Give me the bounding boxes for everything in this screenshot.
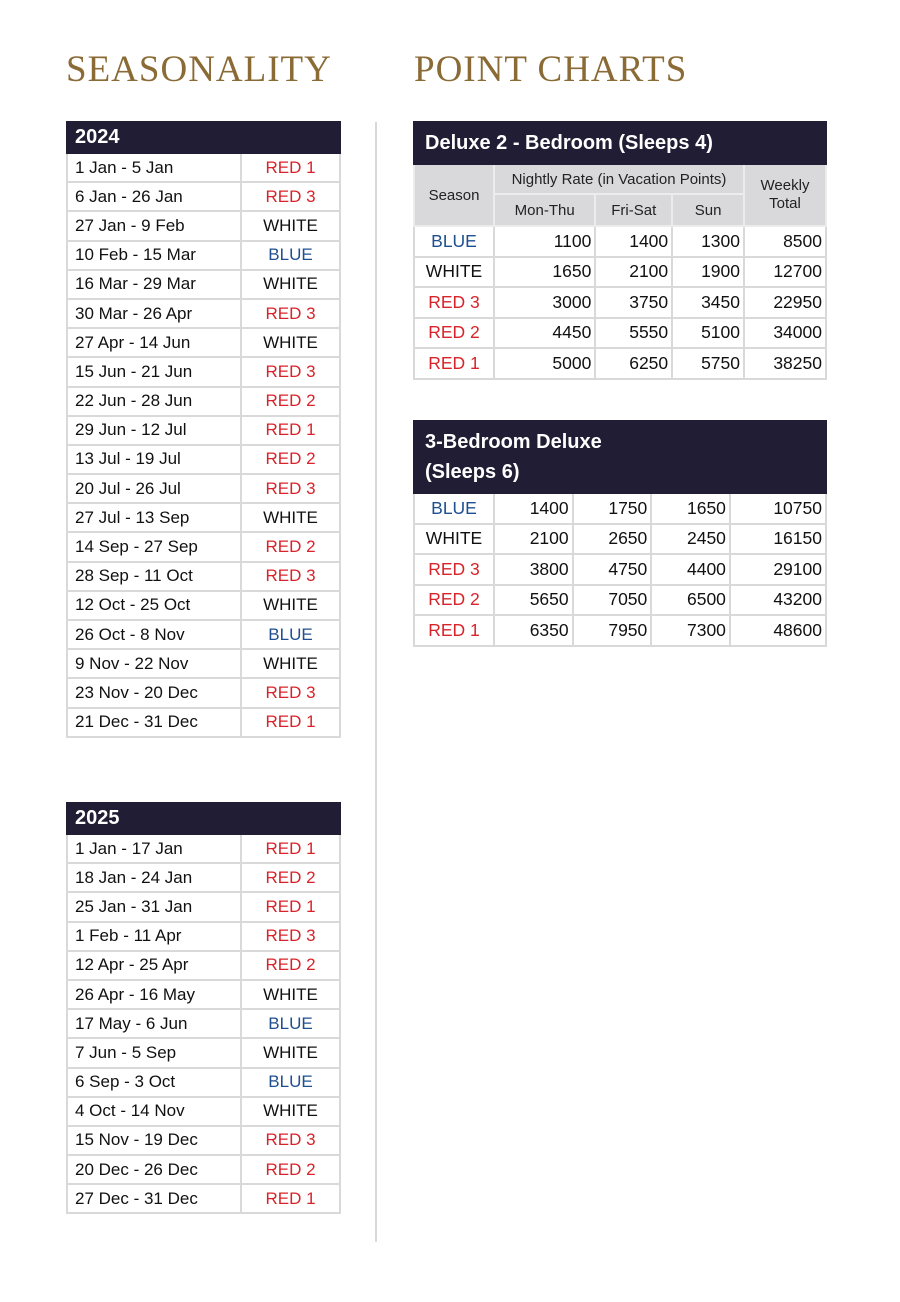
season-label: RED 1 [414, 615, 494, 646]
season-label: WHITE [241, 270, 340, 299]
unit-title: Deluxe 2 - Bedroom (Sleeps 4) [414, 122, 826, 164]
season-row [67, 387, 340, 416]
year-header: 2024 [67, 122, 340, 153]
season-row [67, 503, 340, 532]
weekly-total-points: 22950 [744, 287, 826, 318]
season-label: RED 1 [241, 1184, 340, 1213]
mon-thu-header: Mon-Thu [494, 194, 595, 226]
fri-sat-points: 2100 [595, 257, 672, 288]
season-label: RED 3 [414, 287, 494, 318]
season-label: WHITE [241, 1038, 340, 1067]
fri-sat-header: Fri-Sat [595, 194, 672, 226]
season-row [67, 1184, 340, 1213]
sun-points: 1300 [672, 226, 744, 257]
date-range: 26 Oct - 8 Nov [67, 620, 241, 649]
date-range: 25 Jan - 31 Jan [67, 892, 241, 921]
season-row [67, 1155, 340, 1184]
season-row [67, 445, 340, 474]
season-label: RED 3 [241, 357, 340, 386]
season-label: RED 1 [241, 834, 340, 863]
date-range: 18 Jan - 24 Jan [67, 863, 241, 892]
seasonality-table-2024 [66, 121, 341, 738]
season-label: WHITE [414, 257, 494, 288]
mon-thu-points: 1100 [494, 226, 595, 257]
season-row [67, 299, 340, 328]
date-range: 4 Oct - 14 Nov [67, 1097, 241, 1126]
mon-thu-points: 1650 [494, 257, 595, 288]
points-row [414, 226, 826, 257]
points-row [414, 585, 826, 616]
season-label: RED 1 [241, 153, 340, 182]
season-row [67, 1097, 340, 1126]
season-label: WHITE [241, 980, 340, 1009]
season-row [67, 241, 340, 270]
season-row [67, 1068, 340, 1097]
season-row [67, 532, 340, 561]
season-row [67, 892, 340, 921]
points-row [414, 318, 826, 349]
date-range: 16 Mar - 29 Mar [67, 270, 241, 299]
season-row [67, 834, 340, 863]
points-row [414, 257, 826, 288]
seasonality-table-2025 [66, 802, 341, 1214]
point-rows [414, 493, 826, 646]
season-label: RED 3 [414, 554, 494, 585]
mon-thu-points: 5650 [494, 585, 573, 616]
weekly-total-points: 38250 [744, 348, 826, 379]
date-range: 15 Jun - 21 Jun [67, 357, 241, 386]
fri-sat-points: 6250 [595, 348, 672, 379]
season-label: RED 3 [241, 678, 340, 707]
season-row [67, 328, 340, 357]
date-range: 27 Apr - 14 Jun [67, 328, 241, 357]
date-range: 27 Jul - 13 Sep [67, 503, 241, 532]
sun-points: 3450 [672, 287, 744, 318]
date-range: 9 Nov - 22 Nov [67, 649, 241, 678]
season-label: RED 3 [241, 922, 340, 951]
fri-sat-points: 1750 [573, 493, 652, 524]
mon-thu-points: 2100 [494, 524, 573, 555]
fri-sat-points: 2650 [573, 524, 652, 555]
sun-points: 4400 [651, 554, 730, 585]
season-row [67, 620, 340, 649]
sun-points: 5750 [672, 348, 744, 379]
fri-sat-points: 4750 [573, 554, 652, 585]
date-range: 1 Jan - 5 Jan [67, 153, 241, 182]
date-range: 26 Apr - 16 May [67, 980, 241, 1009]
fri-sat-points: 5550 [595, 318, 672, 349]
season-row [67, 951, 340, 980]
weekly-total-points: 34000 [744, 318, 826, 349]
sun-points: 1900 [672, 257, 744, 288]
date-range: 15 Nov - 19 Dec [67, 1126, 241, 1155]
weekly-total-points: 48600 [730, 615, 826, 646]
date-range: 22 Jun - 28 Jun [67, 387, 241, 416]
year-header: 2025 [67, 803, 340, 834]
sun-header: Sun [672, 194, 744, 226]
mon-thu-points: 1400 [494, 493, 573, 524]
season-label: RED 2 [414, 318, 494, 349]
date-range: 28 Sep - 11 Oct [67, 562, 241, 591]
sun-points: 5100 [672, 318, 744, 349]
points-row [414, 615, 826, 646]
season-row [67, 591, 340, 620]
weekly-total-points: 12700 [744, 257, 826, 288]
point-charts-heading: POINT CHARTS [414, 49, 688, 90]
season-row [67, 562, 340, 591]
season-label: RED 3 [241, 1126, 340, 1155]
mon-thu-points: 3000 [494, 287, 595, 318]
fri-sat-points: 7050 [573, 585, 652, 616]
season-row [67, 863, 340, 892]
season-row [67, 708, 340, 737]
date-range: 20 Dec - 26 Dec [67, 1155, 241, 1184]
seasonality-heading: SEASONALITY [66, 49, 332, 90]
season-row [67, 922, 340, 951]
season-label: RED 3 [241, 299, 340, 328]
fri-sat-points: 1400 [595, 226, 672, 257]
sun-points: 2450 [651, 524, 730, 555]
weekly-total-points: 43200 [730, 585, 826, 616]
mon-thu-points: 6350 [494, 615, 573, 646]
season-label: RED 2 [241, 387, 340, 416]
points-row [414, 287, 826, 318]
season-label: RED 2 [241, 1155, 340, 1184]
season-row [67, 416, 340, 445]
season-row [67, 474, 340, 503]
season-label: RED 1 [414, 348, 494, 379]
season-label: RED 3 [241, 182, 340, 211]
season-row [67, 1126, 340, 1155]
weekly-total-points: 10750 [730, 493, 826, 524]
season-label: BLUE [414, 493, 494, 524]
season-row [67, 211, 340, 240]
season-label: WHITE [241, 211, 340, 240]
season-label: BLUE [414, 226, 494, 257]
sun-points: 7300 [651, 615, 730, 646]
nightly-rate-header: Nightly Rate (in Vacation Points) [494, 164, 744, 194]
season-label: RED 2 [241, 445, 340, 474]
date-range: 12 Oct - 25 Oct [67, 591, 241, 620]
season-row [67, 1038, 340, 1067]
unit-title-line1: 3-Bedroom Deluxe [425, 431, 602, 453]
weekly-total-header: Weekly Total [744, 164, 826, 226]
season-label: RED 3 [241, 562, 340, 591]
season-label: RED 2 [414, 585, 494, 616]
season-label: RED 1 [241, 708, 340, 737]
season-row [67, 1009, 340, 1038]
points-row [414, 554, 826, 585]
season-row [67, 153, 340, 182]
season-label: RED 2 [241, 863, 340, 892]
date-range: 6 Sep - 3 Oct [67, 1068, 241, 1097]
weekly-total-points: 16150 [730, 524, 826, 555]
season-row [67, 649, 340, 678]
season-label: RED 1 [241, 416, 340, 445]
season-label: WHITE [414, 524, 494, 555]
date-range: 23 Nov - 20 Dec [67, 678, 241, 707]
date-range: 6 Jan - 26 Jan [67, 182, 241, 211]
weekly-total-points: 29100 [730, 554, 826, 585]
column-divider [375, 122, 377, 1242]
season-label: WHITE [241, 503, 340, 532]
season-row [67, 678, 340, 707]
date-range: 27 Jan - 9 Feb [67, 211, 241, 240]
date-range: 13 Jul - 19 Jul [67, 445, 241, 474]
season-label: WHITE [241, 591, 340, 620]
season-rows [67, 834, 340, 1213]
season-label: RED 1 [241, 892, 340, 921]
sun-points: 6500 [651, 585, 730, 616]
fri-sat-points: 7950 [573, 615, 652, 646]
mon-thu-points: 4450 [494, 318, 595, 349]
season-column-header: Season [414, 164, 494, 226]
season-label: WHITE [241, 649, 340, 678]
season-row [67, 270, 340, 299]
season-label: RED 3 [241, 474, 340, 503]
sun-points: 1650 [651, 493, 730, 524]
date-range: 27 Dec - 31 Dec [67, 1184, 241, 1213]
season-label: BLUE [241, 1009, 340, 1038]
point-chart-3-bedroom-deluxe [413, 420, 827, 647]
date-range: 1 Jan - 17 Jan [67, 834, 241, 863]
date-range: 7 Jun - 5 Sep [67, 1038, 241, 1067]
date-range: 12 Apr - 25 Apr [67, 951, 241, 980]
point-rows [414, 226, 826, 379]
unit-title-line2: (Sleeps 6) [425, 461, 520, 483]
date-range: 30 Mar - 26 Apr [67, 299, 241, 328]
weekly-total-points: 8500 [744, 226, 826, 257]
date-range: 17 May - 6 Jun [67, 1009, 241, 1038]
mon-thu-points: 5000 [494, 348, 595, 379]
point-chart-deluxe-2-bedroom [413, 121, 827, 380]
date-range: 20 Jul - 26 Jul [67, 474, 241, 503]
season-row [67, 357, 340, 386]
season-label: BLUE [241, 241, 340, 270]
season-row [67, 182, 340, 211]
fri-sat-points: 3750 [595, 287, 672, 318]
points-row [414, 493, 826, 524]
season-label: WHITE [241, 1097, 340, 1126]
season-label: WHITE [241, 328, 340, 357]
season-label: BLUE [241, 1068, 340, 1097]
date-range: 1 Feb - 11 Apr [67, 922, 241, 951]
season-rows [67, 153, 340, 737]
date-range: 21 Dec - 31 Dec [67, 708, 241, 737]
date-range: 10 Feb - 15 Mar [67, 241, 241, 270]
season-label: BLUE [241, 620, 340, 649]
unit-title [414, 421, 826, 493]
points-row [414, 524, 826, 555]
season-label: RED 2 [241, 532, 340, 561]
mon-thu-points: 3800 [494, 554, 573, 585]
points-row [414, 348, 826, 379]
date-range: 14 Sep - 27 Sep [67, 532, 241, 561]
season-row [67, 980, 340, 1009]
season-label: RED 2 [241, 951, 340, 980]
date-range: 29 Jun - 12 Jul [67, 416, 241, 445]
